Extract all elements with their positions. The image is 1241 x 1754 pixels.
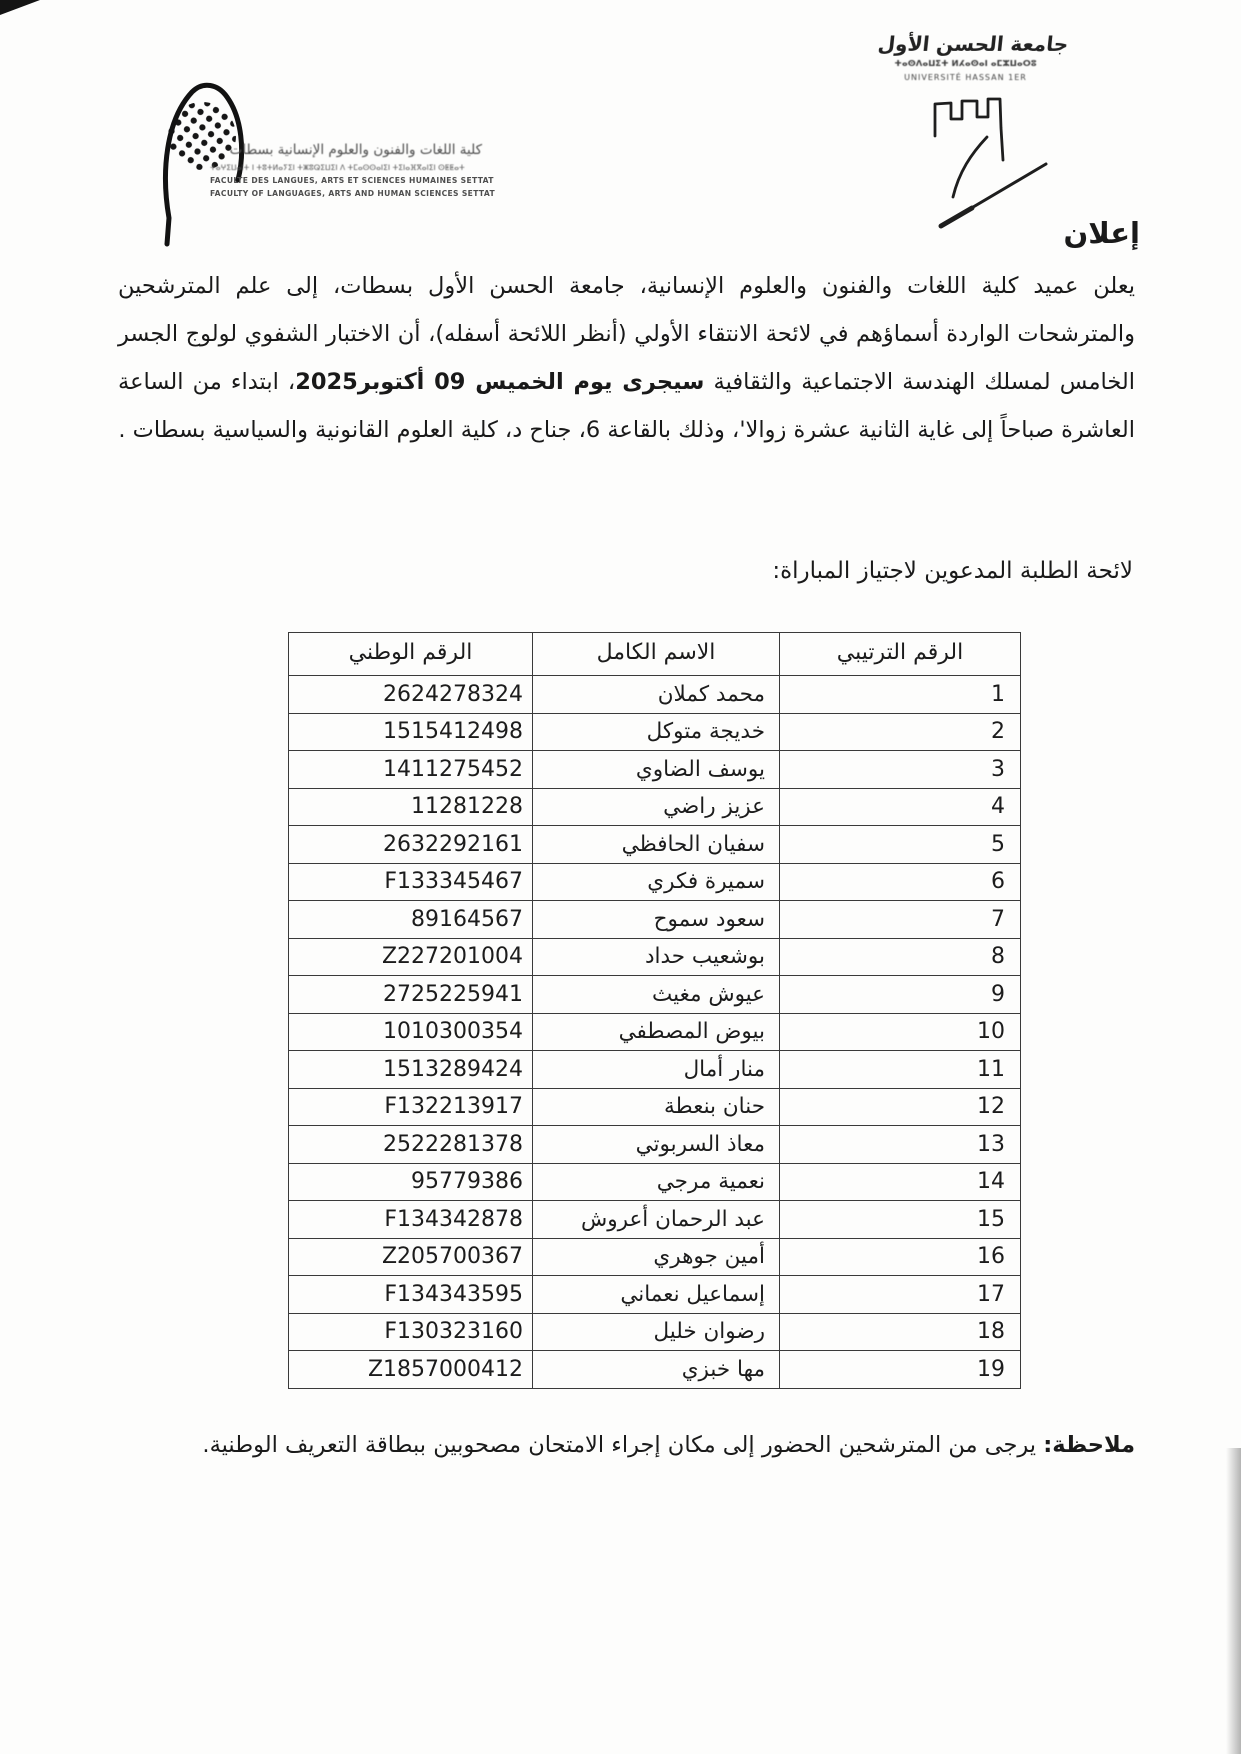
faculty-name-french: FACULTE DES LANGUES, ARTS ET SCIENCES HUMAINES SETTAT [210, 176, 494, 185]
announcement-paragraph [118, 262, 1135, 454]
table-row [289, 1088, 1021, 1126]
cell-full-name: سميرة فكري [533, 863, 780, 901]
candidates-table [288, 632, 1021, 1389]
cell-national-id: 1010300354 [289, 1013, 533, 1051]
cell-national-id: Z227201004 [289, 938, 533, 976]
table-row [289, 788, 1021, 826]
cell-national-id: F132213917 [289, 1088, 533, 1126]
tower-battlement [935, 99, 1003, 160]
cell-rank: 13 [780, 1126, 1021, 1164]
cell-full-name: أمين جوهري [533, 1238, 780, 1276]
table-row [289, 901, 1021, 939]
table-row [289, 826, 1021, 864]
cell-rank: 2 [780, 713, 1021, 751]
cell-full-name: عبد الرحمان أعروش [533, 1201, 780, 1239]
footer-note [202, 1432, 1135, 1458]
cell-full-name: خديجة متوكل [533, 713, 780, 751]
cell-full-name: عيوش مغيث [533, 976, 780, 1014]
cell-national-id: 1411275452 [289, 751, 533, 789]
cell-rank: 8 [780, 938, 1021, 976]
tower-curve [953, 137, 987, 197]
cell-full-name: نعمية مرجي [533, 1163, 780, 1201]
cell-rank: 1 [780, 676, 1021, 714]
table-row [289, 976, 1021, 1014]
cell-rank: 11 [780, 1051, 1021, 1089]
cell-rank: 6 [780, 863, 1021, 901]
cell-full-name: منار أمال [533, 1051, 780, 1089]
table-row [289, 1051, 1021, 1089]
note-label: ملاحظة: [1043, 1432, 1135, 1458]
announcement-heading: إعلان [1063, 216, 1140, 250]
cell-full-name: رضوان خليل [533, 1313, 780, 1351]
paragraph-text: يعلن عميد كلية اللغات والفنون والعلوم الإنسانية، جامعة الحسن الأول بسطات، إلى علم المترشحين والمترشحات الواردة أسماؤهم في لائحة الانتقاء الأولي (أنظر اللائحة أسفله)، أن الاختبار الشفوي لولوج الجسر الخامس لمسلك الهندسة الاجتماعية والثقافية [118, 273, 1135, 395]
table-row [289, 676, 1021, 714]
cell-national-id: Z205700367 [289, 1238, 533, 1276]
cell-full-name: عزيز راضي [533, 788, 780, 826]
table-row [289, 713, 1021, 751]
cell-rank: 14 [780, 1163, 1021, 1201]
table-row [289, 938, 1021, 976]
col-header-full-name: الاسم الكامل [533, 633, 780, 676]
cell-national-id: 2725225941 [289, 976, 533, 1014]
table-row [289, 863, 1021, 901]
paragraph-text-cont: ، ابتداء من الساعة العاشرة صباحاً إلى غاية الثانية عشرة زوالا'، وذلك بالقاعة 6، جناح د، كلية العلوم القانونية والسياسية بسطات . [118, 369, 1135, 443]
cell-full-name: يوسف الضاوي [533, 751, 780, 789]
cell-rank: 17 [780, 1276, 1021, 1314]
cell-rank: 19 [780, 1351, 1021, 1389]
table-header-row [289, 633, 1021, 676]
cell-national-id: 2522281378 [289, 1126, 533, 1164]
cell-national-id: 2624278324 [289, 676, 533, 714]
table-row [289, 1313, 1021, 1351]
cell-full-name: معاذ السربوتي [533, 1126, 780, 1164]
cell-full-name: سعود سموح [533, 901, 780, 939]
cell-rank: 3 [780, 751, 1021, 789]
cell-national-id: 2632292161 [289, 826, 533, 864]
cell-national-id: 1515412498 [289, 713, 533, 751]
table-row [289, 751, 1021, 789]
cell-rank: 15 [780, 1201, 1021, 1239]
cell-rank: 9 [780, 976, 1021, 1014]
faculty-logo-text [210, 142, 496, 198]
cell-national-id: 1513289424 [289, 1051, 533, 1089]
cell-rank: 4 [780, 788, 1021, 826]
table-row [289, 1126, 1021, 1164]
faculty-name-tifinagh: ⵜⴰⵖⵉⵡⴰⵏⵜ ⵏ ⵜⵓⵜⵍⴰⵢⵉⵏ ⵜⵥⵓⵕⵉⵡⵉⵏ ⴷ ⵜⵎⴰⵙⵙⴰⵏⵉⵏ ⵜⵉⵏⴰⴼⴳⴰⵏⵉⵏ ⵙⵟⵟⴰⵜ [210, 163, 465, 172]
paragraph-date-bold: سيجرى يوم الخميس 09 أكتوبر2025 [295, 369, 705, 395]
cell-rank: 5 [780, 826, 1021, 864]
table-body [289, 676, 1021, 1389]
university-name-arabic: جامعة الحسن الأول [876, 32, 1070, 56]
cell-national-id: 95779386 [289, 1163, 533, 1201]
col-header-national-id: الرقم الوطني [289, 633, 533, 676]
cell-rank: 7 [780, 901, 1021, 939]
cell-full-name: مها خبزي [533, 1351, 780, 1389]
note-text: يرجى من المترشحين الحضور إلى مكان إجراء الامتحان مصحوبين ببطاقة التعريف الوطنية. [202, 1432, 1037, 1458]
cell-full-name: محمد كملان [533, 676, 780, 714]
cell-full-name: حنان بنعطة [533, 1088, 780, 1126]
cell-national-id: F133345467 [289, 863, 533, 901]
cell-rank: 12 [780, 1088, 1021, 1126]
table-header [289, 633, 1021, 676]
faculty-name-arabic: كلية اللغات والفنون والعلوم الإنسانية بسطات [229, 142, 482, 158]
cell-rank: 16 [780, 1238, 1021, 1276]
cell-national-id: Z1857000412 [289, 1351, 533, 1389]
col-header-rank: الرقم الترتيبي [780, 633, 1021, 676]
university-name-french: UNIVERSITÉ HASSAN 1ER [904, 73, 1027, 82]
cell-full-name: سفيان الحافظي [533, 826, 780, 864]
cell-rank: 10 [780, 1013, 1021, 1051]
cell-full-name: بيوض المصطفي [533, 1013, 780, 1051]
tower-diagonal-tail [941, 208, 972, 226]
table-row [289, 1201, 1021, 1239]
faculty-logo [148, 78, 496, 253]
cell-national-id: F134343595 [289, 1276, 533, 1314]
cell-full-name: بوشعيب حداد [533, 938, 780, 976]
cell-national-id: F134342878 [289, 1201, 533, 1239]
table-row [289, 1276, 1021, 1314]
cell-rank: 18 [780, 1313, 1021, 1351]
scan-edge-shadow [1226, 1448, 1241, 1754]
table-row [289, 1238, 1021, 1276]
table-row [289, 1351, 1021, 1389]
cell-full-name: إسماعيل نعماني [533, 1276, 780, 1314]
cell-national-id: 89164567 [289, 901, 533, 939]
table-row [289, 1163, 1021, 1201]
cell-national-id: 11281228 [289, 788, 533, 826]
university-name-tifinagh: ⵜⴰⵙⴷⴰⵡⵉⵜ ⵍⵃⴰⵙⴰⵏ ⴰⵎⵣⵡⴰⵔⵓ [894, 59, 1037, 69]
faculty-name-english: FACULTY OF LANGUAGES, ARTS AND HUMAN SCIENCES SETTAT [210, 189, 496, 198]
table-row [289, 1013, 1021, 1051]
scan-artifact-corner [0, 0, 40, 15]
list-intro: لائحة الطلبة المدعوين لاجتياز المباراة: [772, 558, 1133, 584]
cell-national-id: F130323160 [289, 1313, 533, 1351]
